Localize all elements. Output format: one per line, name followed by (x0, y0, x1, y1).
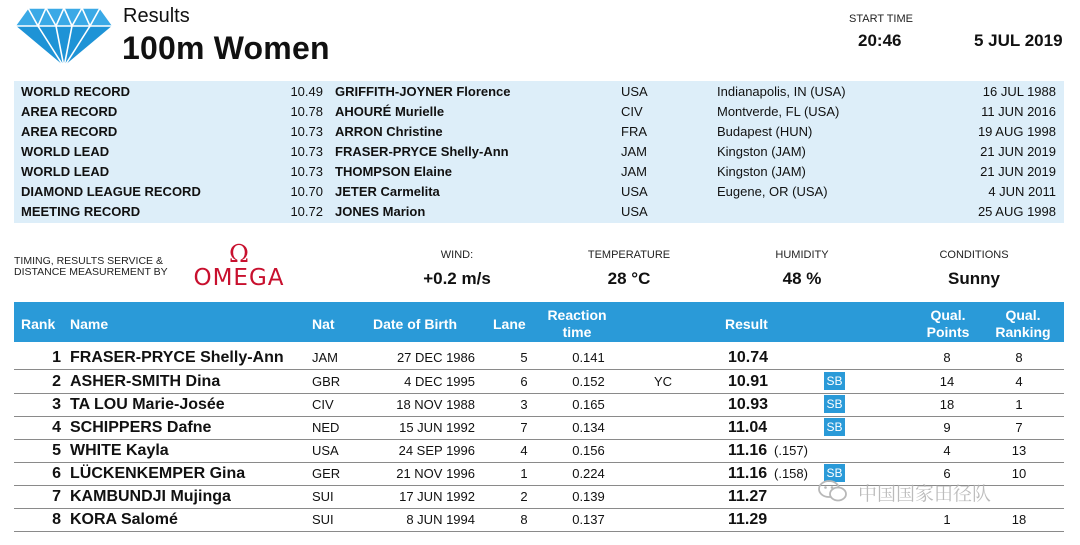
record-type: WORLD RECORD (21, 84, 131, 99)
rank-cell: 6 (52, 465, 61, 482)
temperature-value: 28 °C (607, 269, 651, 288)
nat-cell: SUI (312, 489, 334, 504)
wind-value: +0.2 m/s (423, 269, 491, 288)
reaction-cell: 0.156 (572, 443, 605, 458)
qual-ranking-cell: 1 (1015, 397, 1023, 412)
wind-label: WIND: (440, 249, 474, 261)
omega-logo (187, 242, 291, 290)
athlete-name: KAMBUNDJI Mujinga (70, 488, 231, 505)
diamond-league-logo-icon (14, 6, 114, 68)
record-date: 25 AUG 1998 (977, 204, 1056, 219)
watermark-text: 中国国家田径队 (858, 484, 992, 505)
col-lane-header: Lane (493, 316, 526, 332)
table-row (14, 416, 1064, 440)
reaction-cell: 0.141 (572, 350, 605, 365)
start-time: 20:46 (858, 31, 902, 50)
nat-cell: JAM (312, 350, 338, 365)
humidity-value: 48 % (782, 269, 822, 288)
record-row (14, 162, 1064, 182)
record-mark: 10.73 (290, 164, 323, 179)
col-nat-header: Nat (312, 316, 335, 332)
athlete-name: TA LOU Marie-Josée (70, 396, 225, 413)
record-row (14, 82, 1064, 102)
col-reaction-header-line: time (562, 324, 592, 340)
record-holder: FRASER-PRYCE Shelly-Ann (335, 144, 509, 159)
qual-points-cell: 18 (939, 397, 955, 412)
photo-finish-time: (.157) (774, 443, 808, 458)
nat-cell: NED (312, 420, 340, 435)
conditions-label: CONDITIONS (939, 249, 1009, 261)
dob-cell: 24 SEP 1996 (398, 443, 475, 458)
event-title: 100m Women (122, 30, 330, 66)
record-row (14, 142, 1064, 162)
result-cell: 10.93 (728, 396, 769, 413)
record-date: 4 JUN 2011 (988, 184, 1056, 199)
record-row (14, 122, 1064, 142)
qual-points-cell: 1 (943, 512, 951, 527)
nat-cell: GER (312, 466, 341, 481)
col-dob-header: Date of Birth (373, 316, 457, 332)
reaction-cell: 0.152 (572, 374, 605, 389)
lane-cell: 6 (520, 374, 528, 389)
season-best-badge: SB (824, 464, 845, 482)
reaction-cell: 0.137 (572, 512, 605, 527)
record-row (14, 182, 1064, 202)
results-table-header (14, 302, 1064, 342)
record-holder: JETER Carmelita (335, 184, 440, 199)
result-cell: 11.29 (728, 511, 768, 528)
record-mark: 10.73 (290, 144, 323, 159)
record-row (14, 202, 1064, 222)
qual-ranking-cell: 7 (1015, 420, 1023, 435)
dob-cell: 27 DEC 1986 (396, 350, 475, 365)
qual-points-cell: 14 (939, 374, 955, 389)
athlete-name: SCHIPPERS Dafne (70, 419, 212, 436)
col-qual-points-header-line: Points (926, 324, 970, 340)
qual-ranking-cell: 13 (1011, 443, 1027, 458)
season-best-badge: SB (824, 418, 845, 436)
record-nat: USA (621, 204, 648, 219)
start-time-label: START TIME (849, 13, 913, 25)
wind-block (382, 249, 532, 289)
lane-cell: 3 (520, 397, 528, 412)
nat-cell: USA (312, 443, 339, 458)
record-holder: AHOURÉ Murielle (335, 104, 445, 119)
record-nat: JAM (621, 144, 647, 159)
lane-cell: 1 (520, 466, 528, 481)
reaction-cell: 0.224 (572, 466, 605, 481)
dob-cell: 8 JUN 1994 (406, 512, 475, 527)
lane-cell: 5 (520, 350, 528, 365)
athlete-name: FRASER-PRYCE Shelly-Ann (70, 349, 284, 366)
record-mark: 10.72 (290, 204, 323, 219)
timing-credit-line: DISTANCE MEASUREMENT BY (14, 266, 168, 278)
table-row (14, 370, 1064, 394)
qual-points-cell: 4 (943, 443, 951, 458)
record-venue: Kingston (JAM) (717, 164, 806, 179)
season-best-badge: SB (824, 372, 845, 390)
athlete-name: KORA Salomé (70, 511, 178, 528)
rank-cell: 3 (52, 396, 61, 413)
rank-cell: 2 (52, 373, 61, 390)
lane-cell: 7 (520, 420, 528, 435)
reaction-cell: 0.134 (572, 420, 605, 435)
dob-cell: 18 NOV 1988 (396, 397, 475, 412)
qual-points-cell: 9 (943, 420, 951, 435)
record-holder: ARRON Christine (335, 124, 443, 139)
qual-points-cell: 6 (943, 466, 951, 481)
omega-wordmark: OMEGA (193, 265, 285, 291)
record-mark: 10.49 (290, 84, 323, 99)
col-rank-header: Rank (21, 316, 56, 332)
record-mark: 10.73 (290, 124, 323, 139)
record-date: 19 AUG 1998 (977, 124, 1056, 139)
temperature-block (554, 249, 704, 289)
dob-cell: 15 JUN 1992 (399, 420, 475, 435)
athlete-name: LÜCKENKEMPER Gina (70, 465, 246, 482)
dob-cell: 21 NOV 1996 (396, 466, 475, 481)
table-row (14, 508, 1064, 532)
result-cell: 10.74 (728, 349, 769, 366)
record-venue: Budapest (HUN) (717, 124, 813, 139)
records-panel (14, 81, 1064, 223)
record-mark: 10.70 (290, 184, 323, 199)
result-cell: 11.16 (728, 465, 768, 482)
results-label: Results (123, 5, 190, 27)
wechat-icon (818, 480, 848, 502)
col-name-header: Name (70, 316, 109, 332)
qual-ranking-cell: 8 (1015, 350, 1023, 365)
lane-cell: 2 (520, 489, 528, 504)
season-best-badge: SB (824, 395, 845, 413)
omega-icon: Ω (229, 240, 249, 268)
col-qual-points-header-line: Qual. (930, 307, 966, 323)
table-row (14, 393, 1064, 417)
col-reaction-header-line: Reaction (547, 307, 607, 323)
record-type: DIAMOND LEAGUE RECORD (21, 184, 201, 199)
record-holder: JONES Marion (335, 204, 426, 219)
record-venue: Montverde, FL (USA) (717, 104, 840, 119)
humidity-block (727, 249, 877, 289)
qual-ranking-cell: 4 (1015, 374, 1023, 389)
humidity-label: HUMIDITY (775, 249, 829, 261)
record-venue: Eugene, OR (USA) (717, 184, 828, 199)
nat-cell: GBR (312, 374, 341, 389)
record-date: 16 JUL 1988 (982, 84, 1056, 99)
rank-cell: 1 (52, 349, 61, 366)
record-date: 21 JUN 2019 (980, 144, 1056, 159)
record-row (14, 102, 1064, 122)
rank-cell: 4 (52, 419, 61, 436)
col-qual-ranking-header (990, 307, 1056, 341)
qual-ranking-cell: 18 (1011, 512, 1027, 527)
athlete-name: ASHER-SMITH Dina (70, 373, 221, 390)
record-venue: Kingston (JAM) (717, 144, 806, 159)
record-holder: GRIFFITH-JOYNER Florence (335, 84, 511, 99)
rank-cell: 5 (52, 442, 61, 459)
record-date: 21 JUN 2019 (980, 164, 1056, 179)
col-result-header: Result (725, 316, 768, 332)
col-qual-ranking-header-line: Qual. (1005, 307, 1041, 323)
record-mark: 10.78 (290, 104, 323, 119)
record-type: AREA RECORD (21, 104, 118, 119)
table-row (14, 346, 1064, 370)
nat-cell: SUI (312, 512, 334, 527)
reaction-cell: 0.165 (572, 397, 605, 412)
qual-ranking-cell: 10 (1011, 466, 1027, 481)
col-qual-points-header (922, 307, 974, 341)
record-nat: USA (621, 84, 648, 99)
yellow-card-note: YC (654, 374, 673, 389)
record-date: 11 JUN 2016 (981, 104, 1056, 119)
table-row (14, 439, 1064, 463)
lane-cell: 4 (520, 443, 528, 458)
reaction-cell: 0.139 (572, 489, 605, 504)
rank-cell: 7 (52, 488, 61, 505)
conditions-block (899, 249, 1049, 289)
athlete-name: WHITE Kayla (70, 442, 169, 459)
col-qual-ranking-header-line: Ranking (995, 324, 1051, 340)
timing-credit (14, 256, 168, 278)
conditions-value: Sunny (948, 269, 1000, 288)
nat-cell: CIV (312, 397, 334, 412)
temperature-label: TEMPERATURE (587, 249, 671, 261)
dob-cell: 4 DEC 1995 (404, 374, 475, 389)
dob-cell: 17 JUN 1992 (399, 489, 475, 504)
record-type: WORLD LEAD (21, 164, 110, 179)
record-type: WORLD LEAD (21, 144, 110, 159)
qual-points-cell: 8 (943, 350, 951, 365)
record-venue: Indianapolis, IN (USA) (717, 84, 846, 99)
photo-finish-time: (.158) (774, 466, 808, 481)
record-nat: CIV (621, 104, 643, 119)
result-cell: 11.16 (728, 442, 768, 459)
lane-cell: 8 (520, 512, 528, 527)
result-cell: 11.27 (728, 488, 768, 505)
result-cell: 10.91 (728, 373, 769, 390)
timing-credit-line: TIMING, RESULTS SERVICE & (14, 255, 163, 267)
result-cell: 11.04 (728, 419, 768, 436)
col-reaction-header (545, 307, 609, 341)
record-nat: FRA (621, 124, 647, 139)
rank-cell: 8 (52, 511, 61, 528)
record-type: AREA RECORD (21, 124, 118, 139)
record-holder: THOMPSON Elaine (335, 164, 453, 179)
record-nat: USA (621, 184, 648, 199)
record-type: MEETING RECORD (21, 204, 141, 219)
record-nat: JAM (621, 164, 647, 179)
event-date: 5 JUL 2019 (974, 31, 1063, 50)
